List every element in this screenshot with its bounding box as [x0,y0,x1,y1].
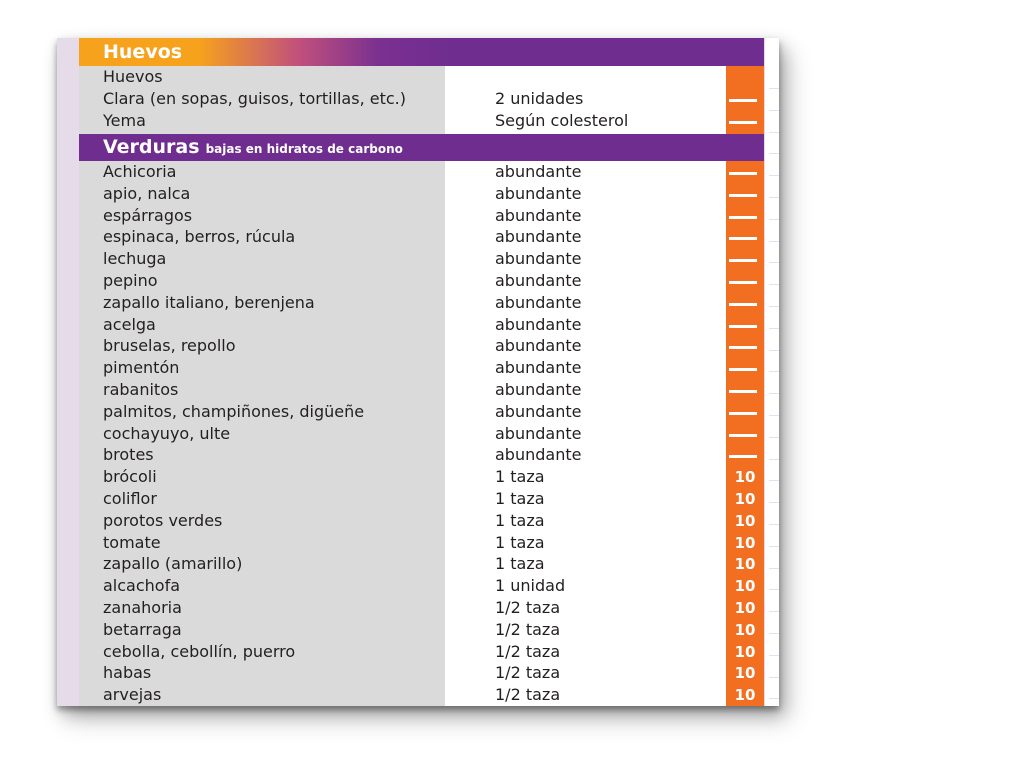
portion-amount: 2 unidades [495,88,584,108]
margin-tick [769,262,779,263]
food-name: cochayuyo, ulte [103,423,231,443]
margin-tick [769,371,779,372]
margin-tick [769,415,779,416]
food-table-card [57,38,779,706]
margin-tick [769,698,779,699]
value-dash [729,303,757,306]
right-margin-strip [764,38,779,706]
food-name: pepino [103,271,158,290]
table-row [79,292,764,314]
portion-amount: 1 taza [495,467,545,487]
value-dash [729,412,757,415]
portion-amount: abundante [495,336,582,356]
table-row [79,314,764,336]
value-number: 10 [734,686,756,705]
margin-tick [769,328,779,329]
margin-tick [769,132,779,133]
food-name: tomate [103,532,161,552]
value-number: 10 [734,533,756,552]
margin-tick [769,284,779,285]
table-row [79,66,764,88]
table-row [79,641,764,663]
food-name: alcachofa [103,576,181,596]
table-row [79,575,764,597]
food-name: zapallo italiano, berenjena [103,292,315,312]
margin-tick [769,677,779,678]
section-title: Verduras [103,136,200,158]
food-name: Achicoria [103,162,177,181]
value-dash [729,237,757,240]
portion-amount: 1/2 taza [495,685,561,705]
portion-amount: abundante [495,423,582,443]
portion-amount: 1/2 taza [495,598,561,617]
section-header-huevos [79,38,764,66]
margin-tick [769,524,779,525]
table-row [79,423,764,445]
food-name: espinaca, berros, rúcula [103,227,296,247]
margin-tick [769,568,779,569]
food-name: rabanitos [103,380,179,399]
portion-amount: 1/2 taza [495,641,561,661]
food-name: arvejas [103,685,162,705]
value-number: 10 [734,620,756,639]
food-name: porotos verdes [103,510,223,530]
food-name: bruselas, repollo [103,336,236,356]
margin-tick [769,88,779,89]
value-dash [729,325,757,328]
value-dash [729,172,757,175]
value-number: 10 [734,490,756,508]
portion-amount: abundante [495,271,582,290]
value-dash [729,216,757,219]
food-name: acelga [103,314,156,334]
food-name: habas [103,663,152,683]
table-row [79,510,764,532]
food-name: Huevos [103,67,163,86]
table-row [79,401,764,423]
margin-tick [769,241,779,242]
table-row [79,183,764,205]
margin-tick [769,219,779,220]
value-dash [729,194,757,197]
margin-tick [769,459,779,460]
margin-tick [769,197,779,198]
table-row [79,488,764,510]
food-name: zapallo (amarillo) [103,554,243,574]
food-name: zanahoria [103,598,182,617]
food-name: palmitos, champiñones, digüeñe [103,401,365,421]
table-row [79,444,764,466]
portion-amount: abundante [495,445,582,465]
portion-amount: Según colesterol [495,110,629,130]
food-name: brotes [103,445,154,465]
table-row [79,335,764,357]
portion-amount: 1 unidad [495,576,566,596]
value-number: 10 [734,577,756,596]
margin-tick [769,306,779,307]
value-dash [729,434,757,437]
margin-tick [769,153,779,154]
value-number: 10 [734,468,756,487]
portion-amount: abundante [495,292,582,312]
margin-tick [769,110,779,111]
table-row [79,662,764,684]
margin-tick [769,480,779,481]
section-subtitle: bajas en hidratos de carbono [205,142,403,156]
value-number: 10 [734,664,756,683]
table-row [79,357,764,379]
value-number: 10 [734,642,756,661]
portion-amount: abundante [495,205,582,225]
margin-tick [769,655,779,656]
table-row [79,270,764,292]
table-row [79,226,764,248]
portion-amount: 1 taza [495,554,545,574]
section-title: Huevos [103,41,183,63]
food-name: betarraga [103,619,182,639]
portion-amount: abundante [495,249,582,269]
table-row [79,532,764,554]
table-row [79,684,764,706]
value-dash [729,259,757,262]
food-name: pimentón [103,358,180,378]
portion-amount: abundante [495,358,582,378]
food-name: espárragos [103,205,193,225]
margin-tick [769,437,779,438]
food-name: cebolla, cebollín, puerro [103,641,296,661]
table-row [79,248,764,270]
margin-tick [769,350,779,351]
table-row [79,88,764,110]
section-header-verduras [79,134,764,161]
table-row [79,379,764,401]
portion-amount: 1 taza [495,489,545,508]
value-number: 10 [734,511,756,530]
table-row [79,110,764,132]
value-dash [729,121,757,124]
food-name: Clara (en sopas, guisos, tortillas, etc.) [103,88,406,108]
food-name: lechuga [103,249,167,269]
value-dash [729,455,757,458]
margin-tick [769,589,779,590]
food-name: coliflor [103,489,157,508]
table-row [79,597,764,619]
left-margin-strip [57,38,79,706]
margin-tick [769,175,779,176]
table-row [79,466,764,488]
value-number: 10 [734,599,756,617]
margin-tick [769,546,779,547]
table-row [79,161,764,183]
food-name: apio, nalca [103,183,191,203]
portion-amount: abundante [495,380,582,399]
value-dash [729,368,757,371]
portion-amount: abundante [495,162,582,181]
portion-amount: abundante [495,314,582,334]
portion-amount: 1/2 taza [495,663,561,683]
margin-tick [769,502,779,503]
value-dash [729,99,757,102]
food-name: brócoli [103,467,157,487]
portion-amount: 1 taza [495,532,545,552]
value-dash [729,281,757,284]
margin-tick [769,611,779,612]
portion-amount: abundante [495,183,582,203]
table-row [79,619,764,641]
table-row [79,553,764,575]
value-number: 10 [734,555,756,574]
table-row [79,205,764,227]
portion-amount: 1/2 taza [495,619,561,639]
portion-amount: abundante [495,227,582,247]
portion-amount: abundante [495,401,582,421]
margin-tick [769,633,779,634]
margin-tick [769,393,779,394]
portion-amount: 1 taza [495,510,545,530]
value-dash [729,390,757,393]
food-name: Yema [103,110,146,130]
value-dash [729,346,757,349]
